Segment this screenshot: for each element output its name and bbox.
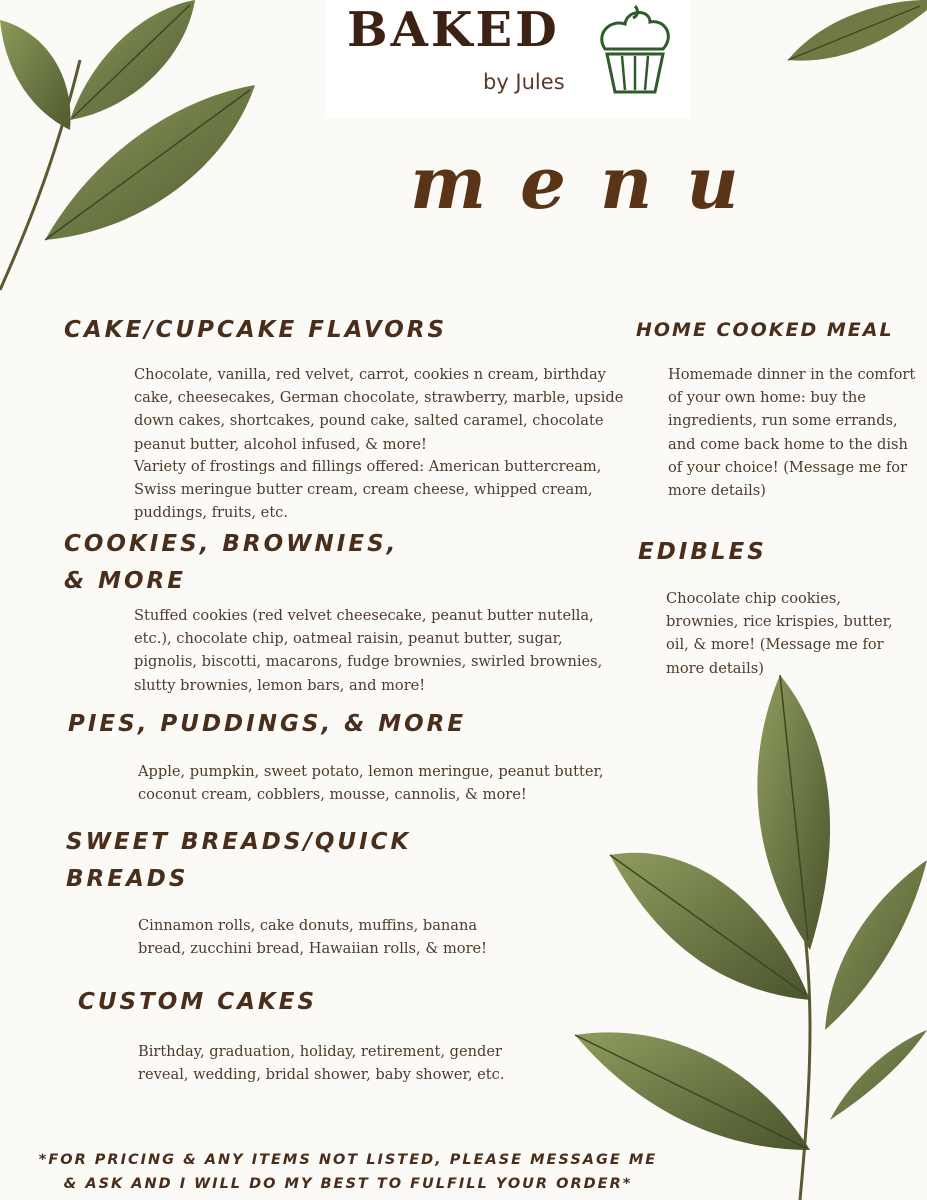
section-heading-pies: PIES, PUDDINGS, & MORE — [68, 711, 467, 737]
logo — [325, 0, 690, 118]
section-body-cake: Chocolate, vanilla, red velvet, carrot, cookies n cream, birthday cake, cheesecakes, German chocolate, strawberry, marble, upside down cakes, shortcakes, pound cake, salted caramel, chocolate peanut butter, alcohol infused, & more! — [134, 366, 624, 453]
cupcake-icon — [595, 4, 675, 94]
footer-note: *FOR PRICING & ANY ITEMS NOT LISTED, PLEASE MESSAGE ME & ASK AND I WILL DO MY BEST TO FULFILL YOUR ORDER* — [38, 1152, 658, 1192]
section-body-custom: Birthday, graduation, holiday, retirement, gender reveal, wedding, bridal shower, baby shower, etc. — [138, 1043, 505, 1084]
leaf-branch-top-left-icon — [0, 0, 270, 300]
logo-word: BAKED — [347, 2, 560, 58]
leaf-branch-bottom-right-icon — [570, 670, 927, 1200]
section-body-meal: Homemade dinner in the comfort of your own home: buy the ingredients, run some errands, and come back home to the dish of your choice! (Message me for more details) — [668, 366, 916, 500]
logo-subtitle: by Jules — [483, 70, 565, 94]
section-body-breads: Cinnamon rolls, cake donuts, muffins, banana bread, zucchini bread, Hawaiian rolls, & more! — [138, 917, 488, 958]
section-heading-custom: CUSTOM CAKES — [78, 989, 318, 1015]
section-body-cookies: Stuffed cookies (red velvet cheesecake, peanut butter nutella, etc.), chocolate chip, oatmeal raisin, peanut butter, sugar, pignolis, biscotti, macarons, fudge brownies, swirled brownies, slutty brownies, lemon bars, and more! — [134, 607, 603, 694]
section-heading-cookies: COOKIES, BROWNIES, & MORE — [64, 531, 399, 594]
section-heading-cake: CAKE/CUPCAKE FLAVORS — [64, 317, 448, 343]
section-heading-breads: SWEET BREADS/QUICK BREADS — [66, 829, 412, 892]
section-heading-edibles: EDIBLES — [638, 539, 767, 565]
section-heading-meal: HOME COOKED MEAL — [636, 319, 894, 341]
section-body-pies: Apple, pumpkin, sweet potato, lemon meringue, peanut butter, coconut cream, cobblers, mousse, cannolis, & more! — [138, 763, 604, 804]
section-body-cake-frostings: Variety of frostings and fillings offered: American buttercream, Swiss meringue butter cream, cream cheese, whipped cream, puddings, fruits, etc. — [134, 458, 602, 522]
leaf-top-right-icon — [780, 0, 927, 70]
page-title: menu — [410, 140, 773, 225]
section-body-edibles: Chocolate chip cookies, brownies, rice krispies, butter, oil, & more! (Message me for more details) — [666, 590, 893, 677]
